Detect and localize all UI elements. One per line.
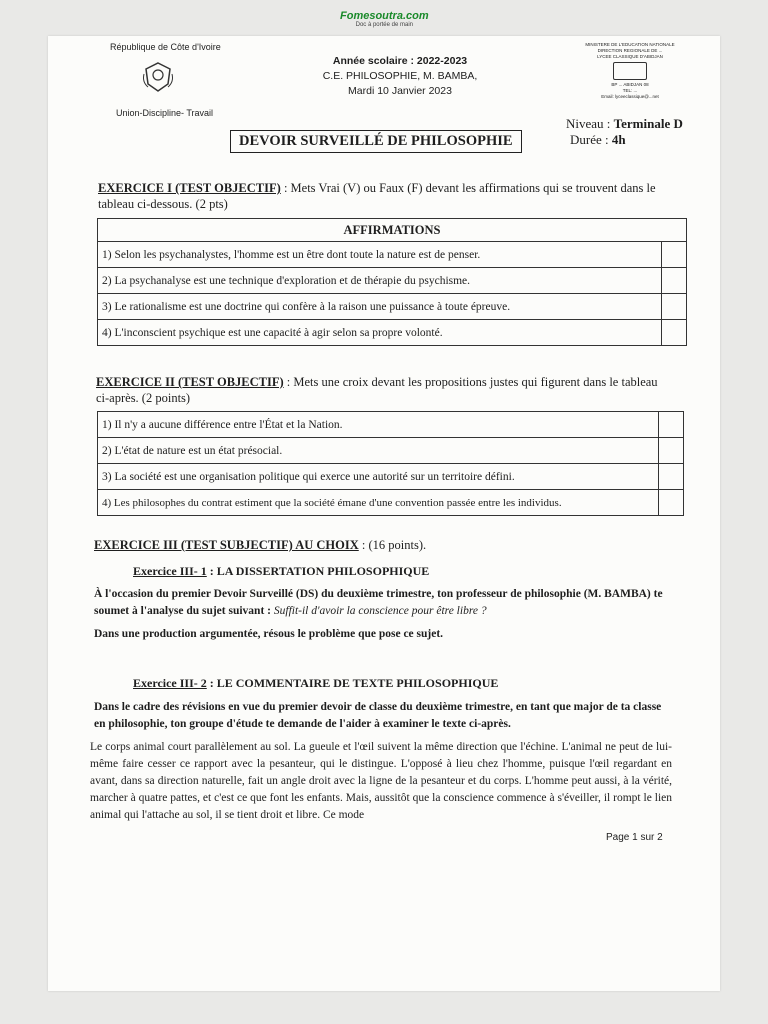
- philosophy-passage: Le corps animal court parallèlement au sol. La gueule et l'œil suivent la même direction que l'échine. L'animal ne peut de lui-même faire cesser ce rapport avec la pesanteur, qui le distingue. L'opposé à lieu chez l'homme, puisque l'œil regardant en avant, dans sa direction naturelle, fait un angle droit avec la ligne de la pesanteur et du corps. L'homme peut aussi, à la vérité, marcher à quatre pattes, et c'est ce que font les enfants. Mais, aussitôt que la conscience commence à s'éveiller, il rompt le lien animal qui l'attache au sol, il se tient droit et libre. Ce mode: [90, 741, 672, 821]
- answer-cell[interactable]: [662, 242, 687, 268]
- school-year: Année scolaire : 2022-2023: [332, 55, 468, 67]
- exercise-3-1-task: Dans une production argumentée, résous le problème que pose ce sujet.: [94, 628, 444, 640]
- answer-cell[interactable]: [662, 320, 687, 346]
- answer-cell[interactable]: [659, 490, 684, 516]
- answer-cell[interactable]: [659, 464, 684, 490]
- table-row: 2) La psychanalyse est une technique d'exploration et de thérapie du psychisme.: [98, 268, 687, 294]
- exercise-3-2-text: Dans le cadre des révisions en vue du premier devoir de classe du deuxième trimestre, en tant que major de ta classe en philosophie, ton groupe d'étude te demande de l'aider à examiner le texte ci-après.: [94, 701, 662, 730]
- table-row: 3) La société est une organisation politique qui exerce une autorité sur un territoire défini.: [98, 464, 684, 490]
- stamp-emblem-icon: [613, 62, 647, 80]
- exercise-1-table: [97, 218, 687, 346]
- exercise-3-1-title: Exercice III- 1 : LA DISSERTATION PHILOSOPHIQUE: [133, 564, 430, 578]
- table-row: 1) Il n'y a aucune différence entre l'État et la Nation.: [98, 412, 684, 438]
- dissertation-subject: Suffit-il d'avoir la conscience pour être libre ?: [273, 605, 487, 617]
- republic-label: République de Côte d'Ivoire: [110, 42, 221, 52]
- answer-cell[interactable]: [662, 268, 687, 294]
- school-stamp: MINISTERE DE L'EDUCATION NATIONALE DIRECTION REGIONALE DE ... LYCEE CLASSIQUE D'ABIDJAN BP ... ABIDJAN 08 TEL: ... Email: lyceeclassique@...net: [585, 42, 675, 99]
- exam-date: Mardi 10 Janvier 2023: [348, 85, 452, 97]
- table-row: 4) Les philosophes du contrat estiment que la société émane d'une convention passée entre les individus.: [98, 490, 684, 516]
- answer-cell[interactable]: [659, 438, 684, 464]
- exercise-3-1-text: À l'occasion du premier Devoir Surveillé (DS) du deuxième trimestre, ton professeur de philosophie (M. BAMBA) te soumet à l'analyse du sujet suivant : Suffit-il d'avoir la conscience pour être libre ?: [94, 588, 663, 617]
- coat-of-arms-icon: [141, 60, 175, 94]
- national-motto: Union-Discipline- Travail: [116, 108, 214, 118]
- site-logo: Fomesoutra.com Doc à portée de main: [340, 10, 429, 28]
- exercise-1-heading: EXERCICE I (TEST OBJECTIF) : Mets Vrai (V) ou Faux (F) devant les affirmations qui se trouvent dans le tableau ci-dessous. (2 pts): [98, 181, 656, 211]
- exercise-2-table: [97, 411, 684, 516]
- table-row: 1) Selon les psychanalystes, l'homme est un être dont toute la nature est de penser.: [98, 242, 687, 268]
- exercise-3-heading: EXERCICE III (TEST SUBJECTIF) AU CHOIX : (16 points).: [94, 538, 427, 552]
- page-number: Page 1 sur 2: [606, 832, 663, 843]
- table-row: 3) Le rationalisme est une doctrine qui confère à la raison une puissance à toute épreuve.: [98, 294, 687, 320]
- answer-cell[interactable]: [659, 412, 684, 438]
- teacher-line: C.E. PHILOSOPHIE, M. BAMBA,: [322, 70, 478, 82]
- exercise-3-2-title: Exercice III- 2 : LE COMMENTAIRE DE TEXTE PHILOSOPHIQUE: [133, 676, 499, 690]
- exam-header-info: [300, 54, 500, 99]
- exercise-2-heading: EXERCICE II (TEST OBJECTIF) : Mets une croix devant les propositions justes qui figurent dans le tableau ci-après. (2 points): [96, 375, 658, 405]
- table-row: 4) L'inconscient psychique est une capacité à agir selon sa propre volonté.: [98, 320, 687, 346]
- table-header: AFFIRMATIONS: [98, 219, 687, 242]
- level-duration: Niveau : Terminale D Durée : 4h: [566, 116, 683, 147]
- answer-cell[interactable]: [662, 294, 687, 320]
- table-row: 2) L'état de nature est un état présocial.: [98, 438, 684, 464]
- exam-title: DEVOIR SURVEILLÉ DE PHILOSOPHIE: [230, 130, 522, 153]
